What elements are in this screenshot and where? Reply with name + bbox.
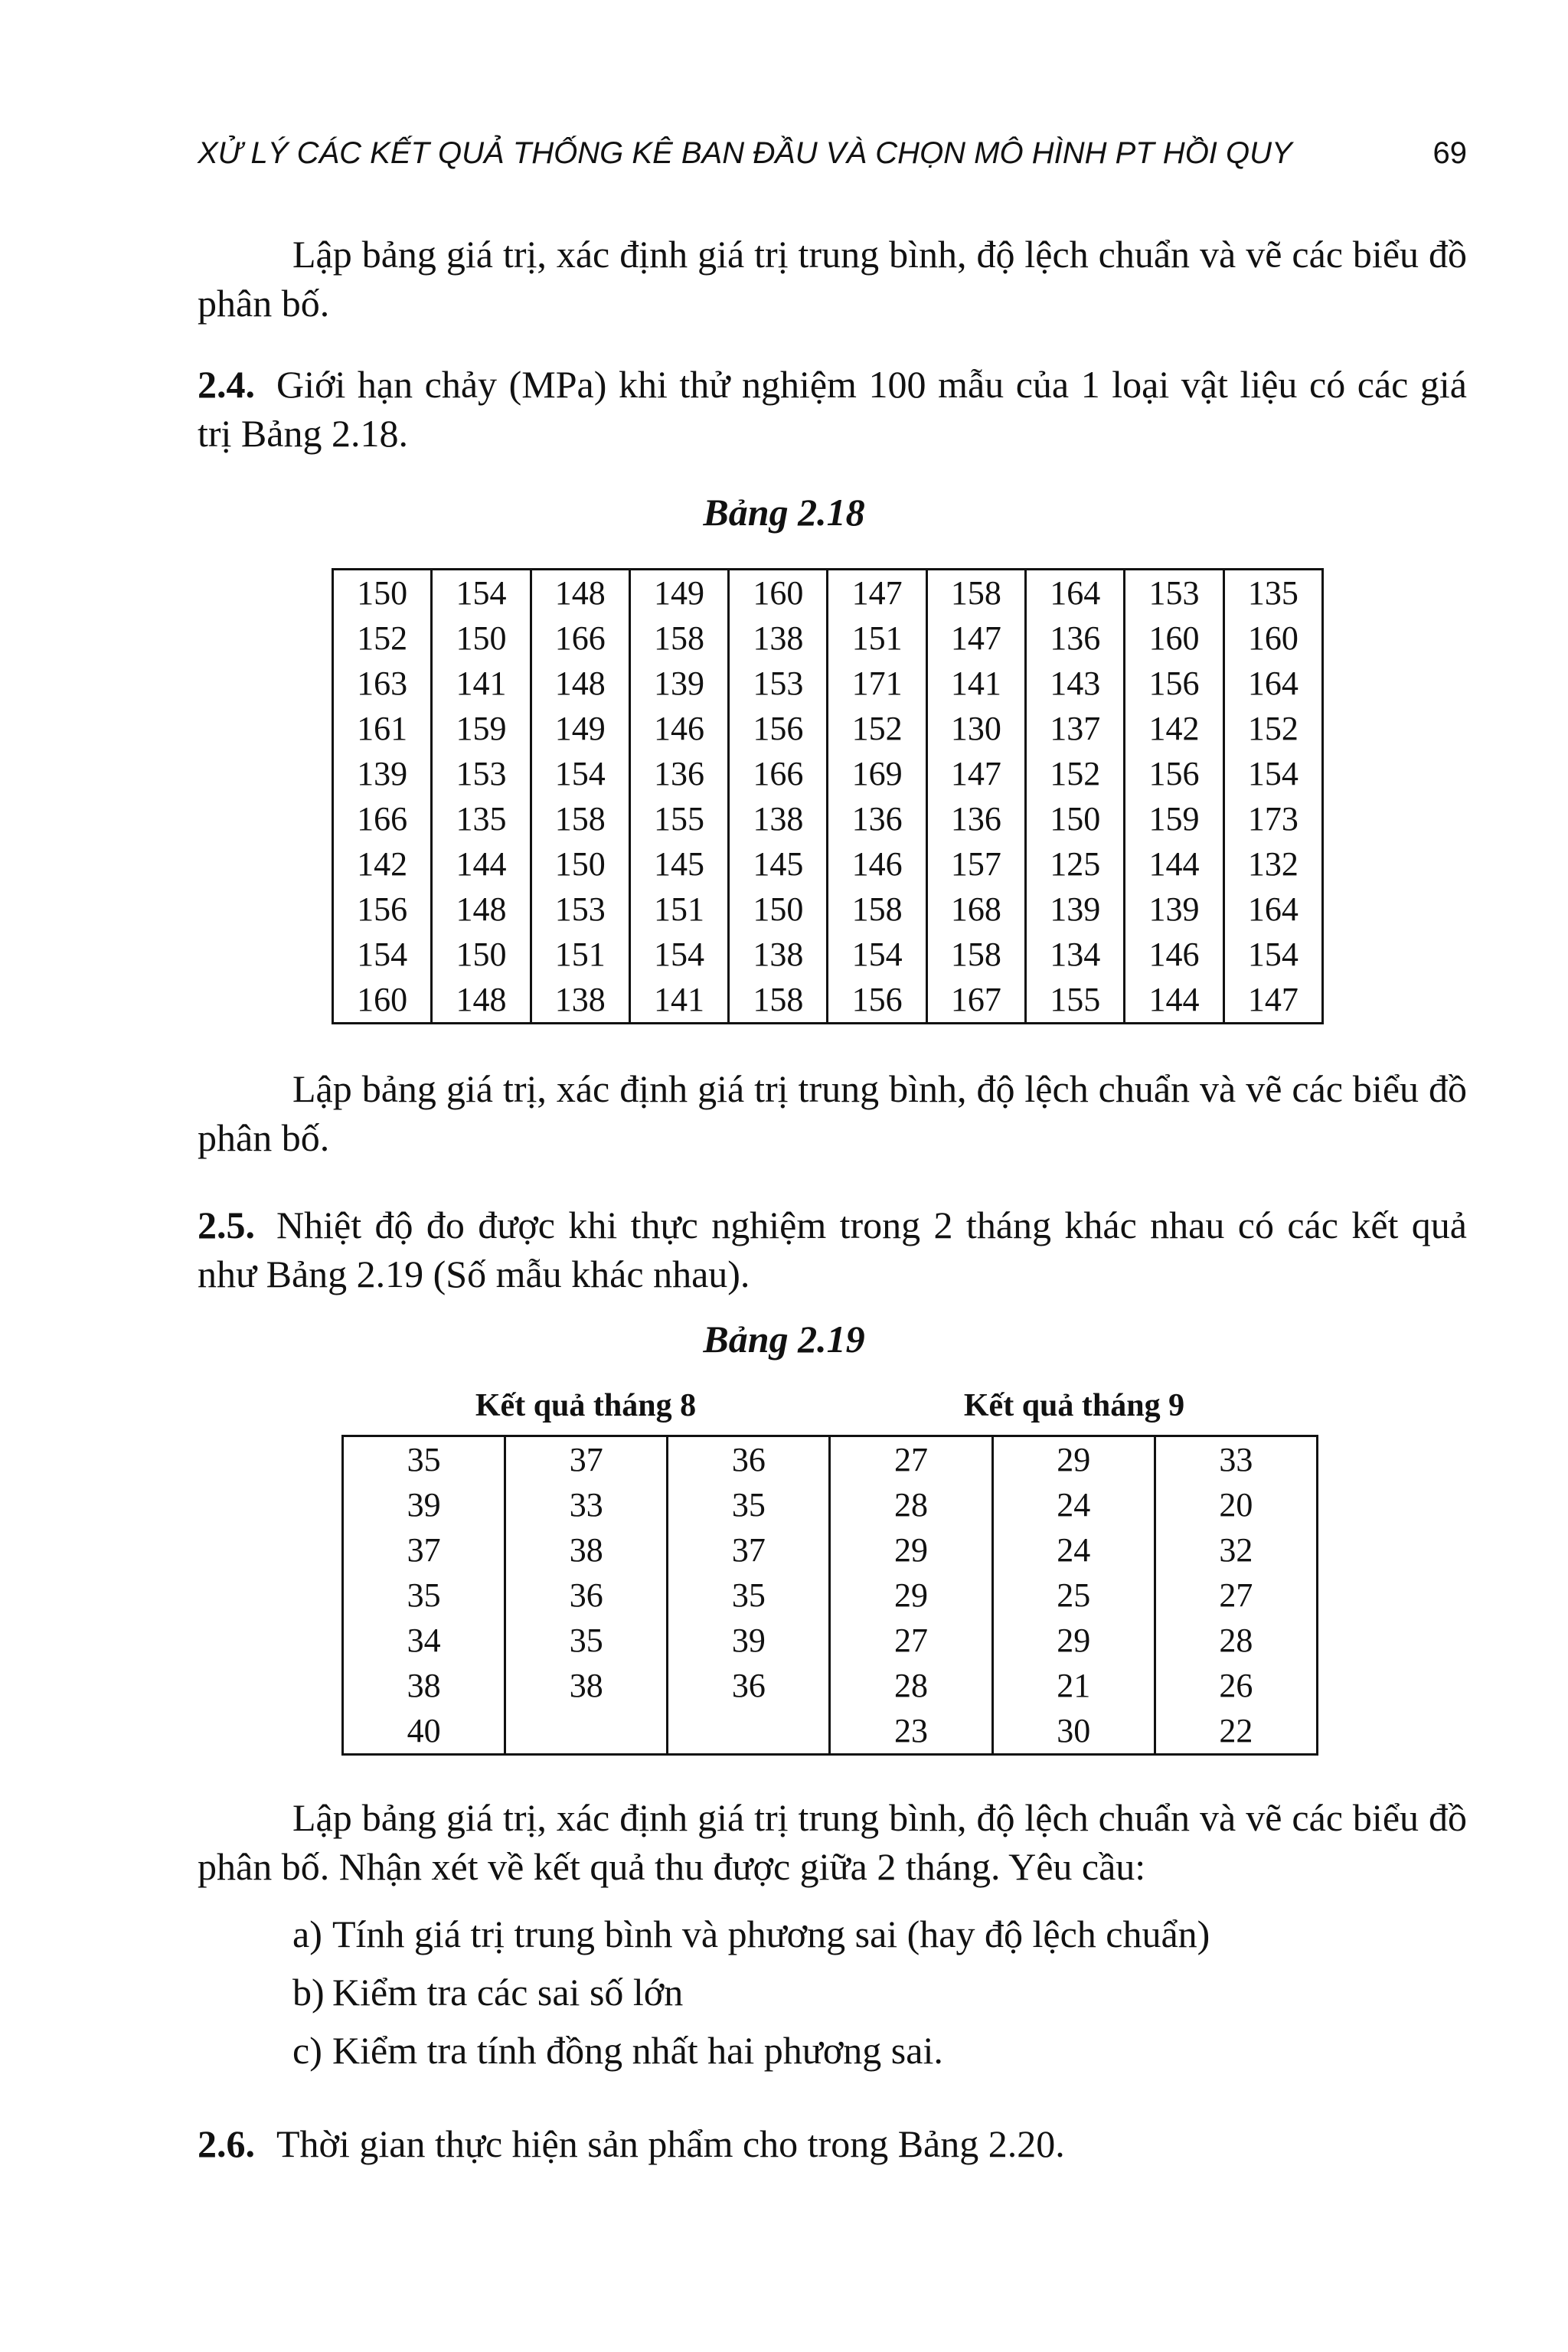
table-cell: 37 — [668, 1527, 830, 1573]
table-cell: 150 — [432, 932, 531, 977]
table-cell: 167 — [926, 977, 1025, 1024]
table-cell: 138 — [729, 932, 828, 977]
page-number: 69 — [1432, 136, 1467, 170]
table-cell: 27 — [1155, 1573, 1317, 1618]
table-cell: 27 — [830, 1436, 992, 1483]
exercise-number: 2.5. — [198, 1204, 255, 1246]
table-cell: 147 — [926, 616, 1025, 661]
exercise-2-5 — [198, 1200, 1467, 1298]
table-cell: 35 — [668, 1573, 830, 1618]
table-cell: 152 — [1223, 706, 1322, 751]
table-cell: 35 — [505, 1618, 668, 1663]
table-cell: 142 — [333, 841, 432, 887]
requirement-item — [292, 1909, 1210, 1958]
table-cell: 28 — [830, 1663, 992, 1708]
exercise-2-6 — [198, 2119, 1467, 2168]
table-cell: 155 — [1026, 977, 1125, 1024]
table-cell: 148 — [531, 661, 629, 706]
table-row — [343, 1436, 1318, 1483]
table-cell: 143 — [1026, 661, 1125, 706]
table-cell: 156 — [729, 706, 828, 751]
list-marker: b) — [292, 1971, 325, 2014]
table-cell: 158 — [828, 887, 926, 932]
table-row — [333, 977, 1323, 1024]
table-row — [333, 932, 1323, 977]
table-row — [333, 570, 1323, 616]
table-cell: 173 — [1223, 796, 1322, 841]
table-cell: 151 — [828, 616, 926, 661]
table-cell: 160 — [729, 570, 828, 616]
table-caption-2-19: Bảng 2.19 — [703, 1318, 865, 1361]
table-cell: 36 — [668, 1436, 830, 1483]
table-row — [333, 887, 1323, 932]
table-cell: 135 — [432, 796, 531, 841]
table-cell: 27 — [830, 1618, 992, 1663]
table-cell: 164 — [1223, 661, 1322, 706]
table-cell: 157 — [926, 841, 1025, 887]
table-cell: 148 — [432, 887, 531, 932]
table-cell: 154 — [432, 570, 531, 616]
table-cell: 136 — [828, 796, 926, 841]
table-cell: 38 — [505, 1663, 668, 1708]
table-cell: 146 — [828, 841, 926, 887]
table-cell: 139 — [1125, 887, 1223, 932]
table-cell: 144 — [1125, 841, 1223, 887]
table-row — [343, 1708, 1318, 1755]
table-cell: 136 — [629, 751, 728, 796]
table-cell: 29 — [830, 1527, 992, 1573]
table-cell: 159 — [1125, 796, 1223, 841]
table-cell: 147 — [828, 570, 926, 616]
list-marker: c) — [292, 2029, 322, 2072]
table-cell: 39 — [343, 1482, 505, 1527]
table-cell: 154 — [1223, 932, 1322, 977]
table-cell: 32 — [1155, 1527, 1317, 1573]
table-cell: 34 — [343, 1618, 505, 1663]
table-cell: 160 — [333, 977, 432, 1024]
table-cell: 29 — [992, 1618, 1155, 1663]
table-cell: 30 — [992, 1708, 1155, 1755]
requirement-item — [292, 1968, 683, 2017]
table-row — [343, 1618, 1318, 1663]
table-cell: 138 — [531, 977, 629, 1024]
table-cell: 26 — [1155, 1663, 1317, 1708]
table-cell: 25 — [992, 1573, 1155, 1618]
table-cell: 152 — [333, 616, 432, 661]
table-cell: 135 — [1223, 570, 1322, 616]
table-cell: 39 — [668, 1618, 830, 1663]
table-cell: 158 — [531, 796, 629, 841]
table-cell: 145 — [729, 841, 828, 887]
table-cell: 154 — [1223, 751, 1322, 796]
table-row — [343, 1573, 1318, 1618]
table-cell: 24 — [992, 1527, 1155, 1573]
table-cell: 166 — [729, 751, 828, 796]
table-cell: 154 — [333, 932, 432, 977]
table-cell: 163 — [333, 661, 432, 706]
list-marker: a) — [292, 1913, 322, 1955]
table-cell: 137 — [1026, 706, 1125, 751]
table-cell: 158 — [926, 932, 1025, 977]
table-cell: 164 — [1223, 887, 1322, 932]
exercise-text: Giới hạn chảy (MPa) khi thử nghiệm 100 mẫu của 1 loại vật liệu có các giá trị Bảng 2.18. — [198, 363, 1467, 455]
table-cell: 151 — [629, 887, 728, 932]
table-cell: 158 — [729, 977, 828, 1024]
exercise-number: 2.6. — [198, 2122, 255, 2165]
table-cell: 149 — [629, 570, 728, 616]
table-row — [333, 841, 1323, 887]
table-cell: 145 — [629, 841, 728, 887]
table-cell: 29 — [830, 1573, 992, 1618]
table-cell: 144 — [432, 841, 531, 887]
table-2-18 — [332, 568, 1324, 1024]
table-cell: 37 — [505, 1436, 668, 1483]
table-cell: 160 — [1223, 616, 1322, 661]
table-cell: 40 — [343, 1708, 505, 1755]
table-cell: 21 — [992, 1663, 1155, 1708]
exercise-2-4-instructions: Lập bảng giá trị, xác định giá trị trung bình, độ lệch chuẩn và vẽ các biểu đồ phân bố. — [198, 1067, 1467, 1159]
table-cell: 141 — [432, 661, 531, 706]
table-cell: 161 — [333, 706, 432, 751]
table-cell: 151 — [531, 932, 629, 977]
exercise-text: Thời gian thực hiện sản phẩm cho trong Bảng 2.20. — [276, 2122, 1065, 2165]
table-cell: 138 — [729, 616, 828, 661]
table-cell: 22 — [1155, 1708, 1317, 1755]
exercise-2-5-instructions: Lập bảng giá trị, xác định giá trị trung bình, độ lệch chuẩn và vẽ các biểu đồ phân bố. Nhận xét về kết quả thu được giữa 2 tháng. Yêu cầu: — [198, 1796, 1467, 1888]
list-text: Kiểm tra tính đồng nhất hai phương sai. — [332, 2029, 943, 2072]
requirement-item — [292, 2026, 943, 2075]
table-cell: 152 — [828, 706, 926, 751]
table-cell: 154 — [531, 751, 629, 796]
table-cell: 149 — [531, 706, 629, 751]
table-cell: 139 — [1026, 887, 1125, 932]
table-cell: 36 — [505, 1573, 668, 1618]
table-cell: 148 — [531, 570, 629, 616]
table-2-19 — [341, 1435, 1318, 1756]
table-cell: 35 — [668, 1482, 830, 1527]
running-header — [198, 136, 1467, 182]
table-cell: 158 — [629, 616, 728, 661]
table-cell: 35 — [343, 1436, 505, 1483]
table-cell: 130 — [926, 706, 1025, 751]
month-8-heading: Kết quả tháng 8 — [475, 1388, 697, 1423]
table-cell: 150 — [531, 841, 629, 887]
table-cell: 150 — [729, 887, 828, 932]
table-cell: 150 — [333, 570, 432, 616]
table-cell: 28 — [1155, 1618, 1317, 1663]
list-text: Tính giá trị trung bình và phương sai (hay độ lệch chuẩn) — [332, 1913, 1210, 1955]
table-row — [343, 1527, 1318, 1573]
table-cell: 164 — [1026, 570, 1125, 616]
table-cell: 166 — [333, 796, 432, 841]
intro-paragraph: Lập bảng giá trị, xác định giá trị trung bình, độ lệch chuẩn và vẽ các biểu đồ phân bố. — [198, 233, 1467, 325]
table-cell: 138 — [729, 796, 828, 841]
table-cell: 160 — [1125, 616, 1223, 661]
table-row — [333, 616, 1323, 661]
table-cell: 147 — [1223, 977, 1322, 1024]
table-cell: 150 — [1026, 796, 1125, 841]
table-cell: 28 — [830, 1482, 992, 1527]
table-cell: 156 — [1125, 751, 1223, 796]
table-cell: 155 — [629, 796, 728, 841]
table-row — [343, 1482, 1318, 1527]
table-row — [333, 661, 1323, 706]
table-cell: 168 — [926, 887, 1025, 932]
table-cell: 146 — [1125, 932, 1223, 977]
table-cell: 152 — [1026, 751, 1125, 796]
month-9-heading: Kết quả tháng 9 — [963, 1388, 1185, 1423]
table-cell: 141 — [926, 661, 1025, 706]
table-cell: 171 — [828, 661, 926, 706]
table-cell: 156 — [828, 977, 926, 1024]
list-text: Kiểm tra các sai số lớn — [332, 1971, 684, 2014]
table-cell: 132 — [1223, 841, 1322, 887]
table-cell — [505, 1708, 668, 1755]
table-cell: 154 — [828, 932, 926, 977]
table-cell: 33 — [1155, 1436, 1317, 1483]
table-cell: 142 — [1125, 706, 1223, 751]
exercise-text: Nhiệt độ đo được khi thực nghiệm trong 2 tháng khác nhau có các kết quả như Bảng 2.19 (Số mẫu khác nhau). — [198, 1204, 1467, 1295]
table-cell: 148 — [432, 977, 531, 1024]
table-cell: 24 — [992, 1482, 1155, 1527]
table-cell: 29 — [992, 1436, 1155, 1483]
table-cell: 33 — [505, 1482, 668, 1527]
table-cell: 139 — [629, 661, 728, 706]
table-cell: 159 — [432, 706, 531, 751]
table-cell: 169 — [828, 751, 926, 796]
table-cell: 23 — [830, 1708, 992, 1755]
table-cell: 136 — [926, 796, 1025, 841]
table-cell: 166 — [531, 616, 629, 661]
table-cell: 156 — [1125, 661, 1223, 706]
table-row — [333, 706, 1323, 751]
table-cell — [668, 1708, 830, 1755]
exercise-number: 2.4. — [198, 363, 255, 406]
table-cell: 147 — [926, 751, 1025, 796]
table-cell: 37 — [343, 1527, 505, 1573]
exercise-2-4 — [198, 360, 1467, 458]
table-cell: 153 — [432, 751, 531, 796]
table-cell: 35 — [343, 1573, 505, 1618]
table-cell: 150 — [432, 616, 531, 661]
table-cell: 38 — [505, 1527, 668, 1573]
table-cell: 153 — [531, 887, 629, 932]
table-cell: 125 — [1026, 841, 1125, 887]
table-caption-2-18: Bảng 2.18 — [703, 491, 865, 534]
table-cell: 144 — [1125, 977, 1223, 1024]
table-cell: 153 — [1125, 570, 1223, 616]
table-cell: 20 — [1155, 1482, 1317, 1527]
table-cell: 153 — [729, 661, 828, 706]
running-title: XỬ LÝ CÁC KẾT QUẢ THỐNG KÊ BAN ĐẦU VÀ CHỌN MÔ HÌNH PT HỒI QUY — [198, 136, 1292, 170]
table-cell: 134 — [1026, 932, 1125, 977]
table-cell: 146 — [629, 706, 728, 751]
table-row — [333, 796, 1323, 841]
table-row — [343, 1663, 1318, 1708]
table-cell: 158 — [926, 570, 1025, 616]
table-cell: 154 — [629, 932, 728, 977]
table-cell: 38 — [343, 1663, 505, 1708]
table-row — [333, 751, 1323, 796]
table-cell: 139 — [333, 751, 432, 796]
table-cell: 156 — [333, 887, 432, 932]
table-cell: 136 — [1026, 616, 1125, 661]
table-cell: 36 — [668, 1663, 830, 1708]
table-cell: 141 — [629, 977, 728, 1024]
